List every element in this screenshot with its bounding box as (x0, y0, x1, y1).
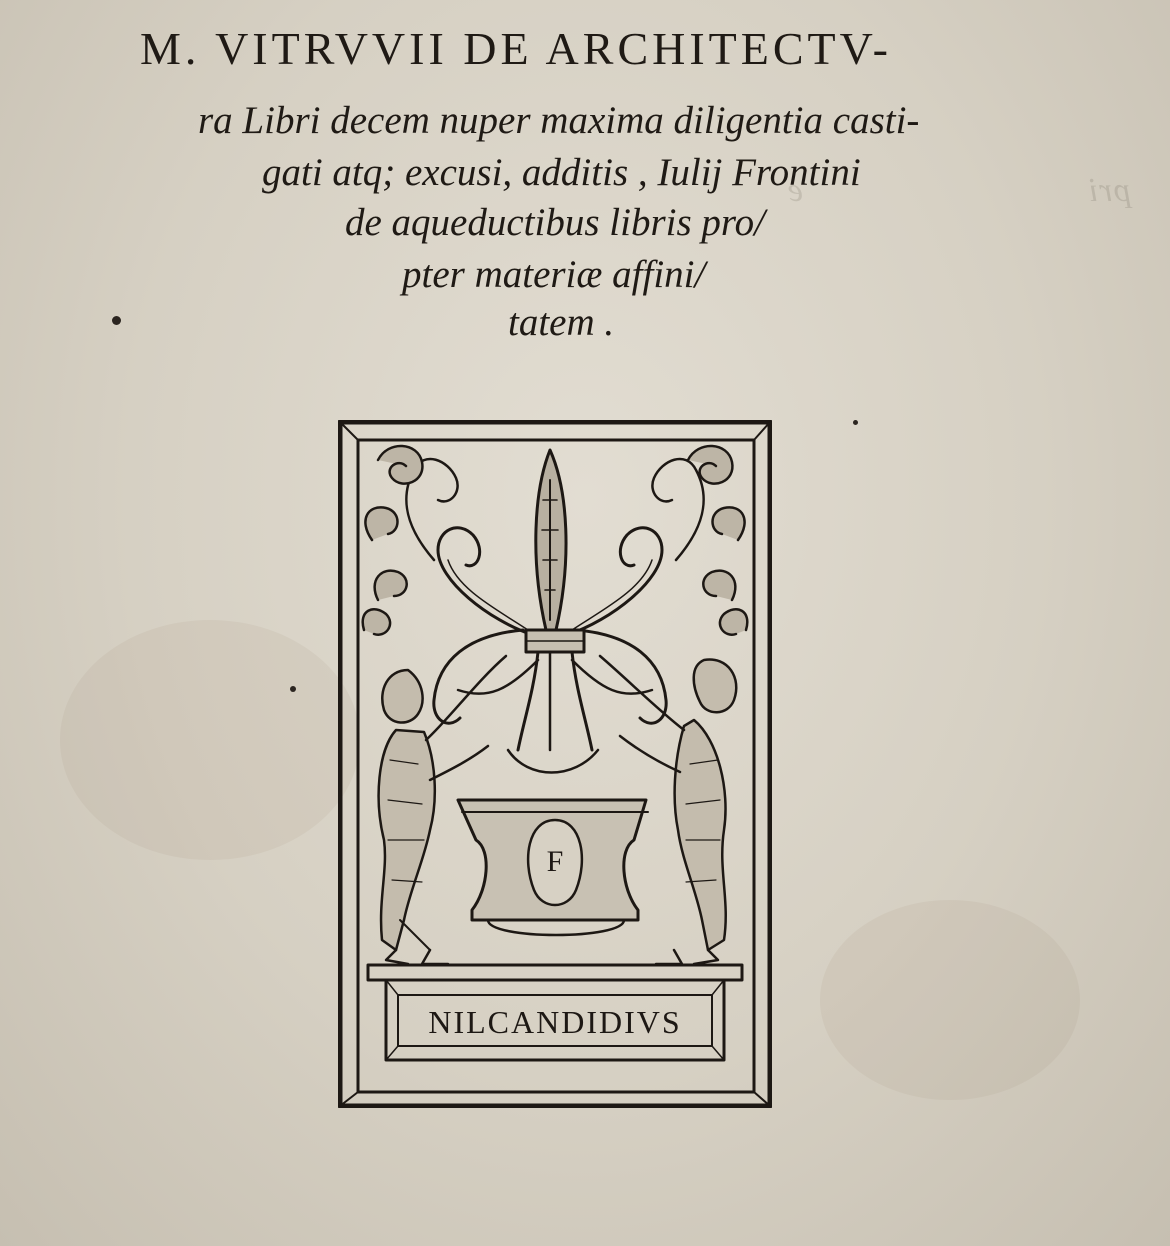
device-motto: NILCANDIDIVS (428, 1004, 682, 1040)
paper-stain (60, 620, 360, 860)
title-line-6: tatem . (508, 301, 615, 344)
paper-stain (820, 900, 1080, 1100)
title-line-5: pter materiæ affini/ (402, 253, 706, 296)
title-line-1: M. VITRVVII DE ARCHITECTV- (140, 23, 892, 74)
ink-speck (290, 686, 296, 692)
title-line-2: ra Libri decem nuper maxima diligentia casti- (198, 99, 920, 142)
ink-speck (112, 316, 121, 325)
device-initial: F (546, 845, 564, 878)
title-line-3: gati atq; excusi, additis , Iulij Frontini (262, 151, 861, 194)
title-line-4: de aqueductibus libris pro/ (345, 201, 765, 244)
show-through-text: pri e (786, 172, 1131, 209)
ink-speck (853, 420, 858, 425)
printers-device-woodcut (338, 420, 772, 1108)
